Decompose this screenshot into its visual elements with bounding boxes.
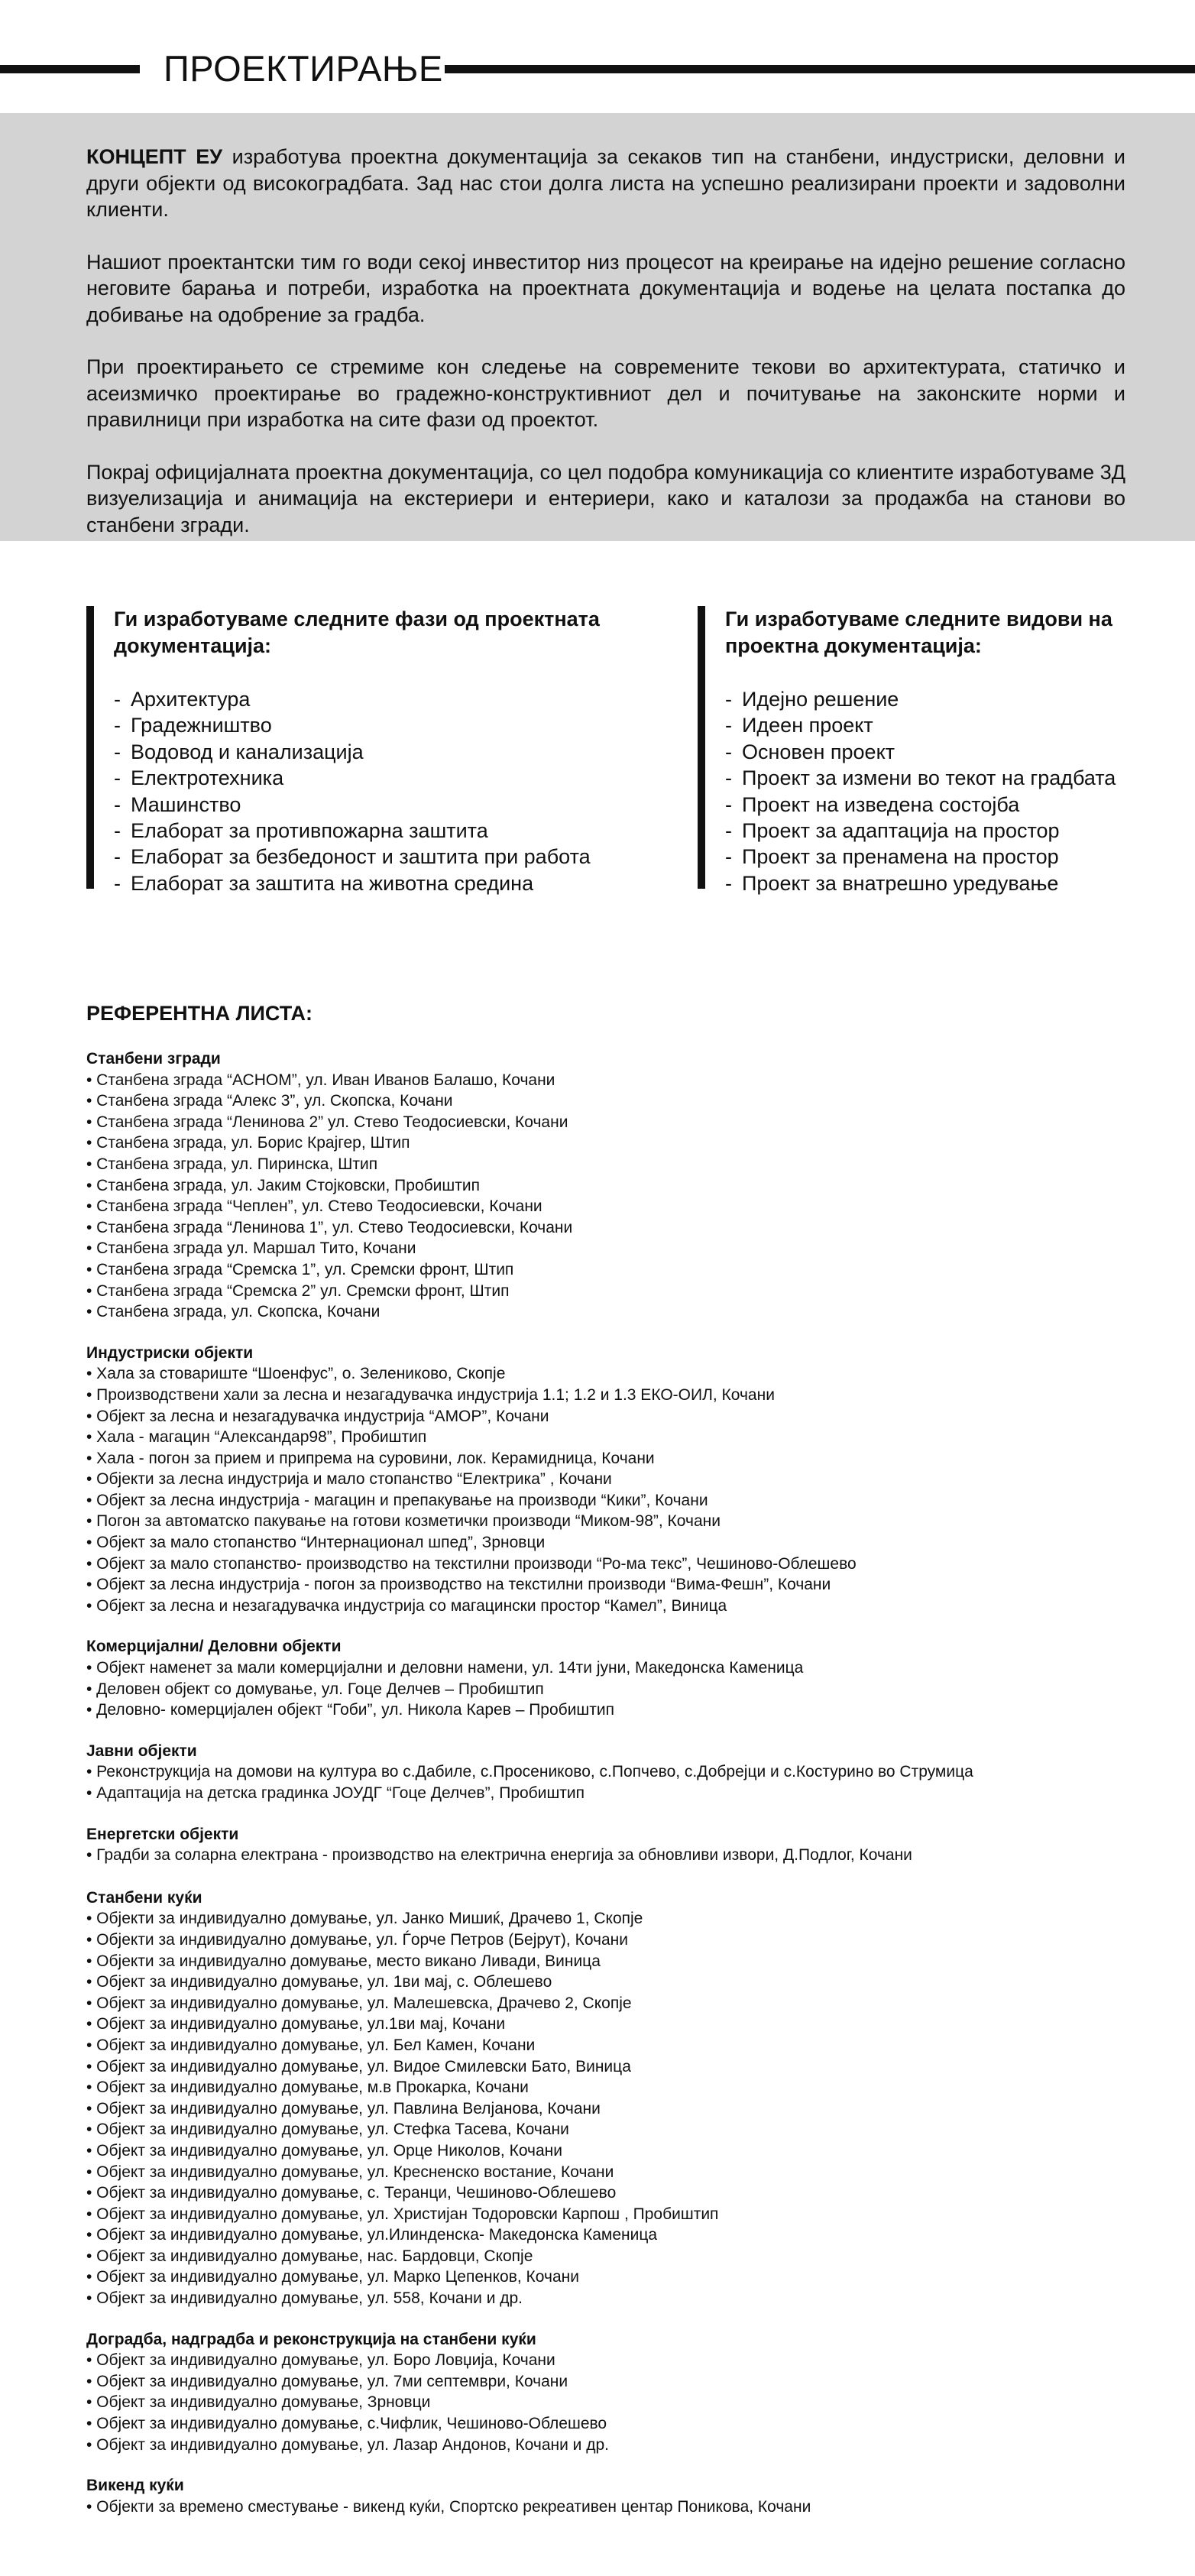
reference-item: • Објект за индивидуално домување, ул. Бел Камен, Кочани [86,2036,536,2054]
reference-item: • Објект за мало стопанство “Интернационал шпед”, Зрновци [86,1534,546,1552]
reference-item: • Станбена зграда “Алекс 3”, ул. Скопска, Кочани [86,1092,453,1110]
reference-group [86,1048,1156,1323]
reference-item: • Објект за индивидуално домување, ул.Илинденска- Македонска Каменица [86,2226,658,2244]
document-type-item-label: Проект за адаптација на простор [742,819,1060,843]
dash-bullet: - [725,871,732,895]
reference-group-list [86,1761,1156,1803]
reference-item: • Објект за индивидуално домување, ул. Христијан Тодоровски Карпош , Пробиштип [86,2205,719,2223]
reference-group-title: Станбени куќи [86,1888,202,1907]
document-type-item-label: Идеен проект [742,714,873,737]
reference-group-title: Јавни објекти [86,1742,197,1760]
document-type-item-label: Проект за измени во текот на градбата [742,766,1116,790]
reference-item: • Деловен објект со домување, ул. Гоце Делчев – Пробиштип [86,1680,544,1698]
dash-bullet: - [725,819,732,843]
page-title: ПРОЕКТИРАЊЕ [164,48,443,89]
reference-group [86,2475,1156,2517]
reference-item: • Објект за индивидуално домување, ул. Малешевска, Драчево 2, Скопје [86,1994,632,2012]
reference-item: • Деловно- комерцијален објект “Гоби”, ул. Никола Карев – Пробиштип [86,1701,614,1719]
reference-item: • Станбена зграда “Ленинова 1”, ул. Стево Теодосиевски, Кочани [86,1218,573,1236]
reference-item: • Објект за индивидуално домување, ул. 558, Кочани и др. [86,2289,523,2308]
reference-item: • Станбена зграда, ул. Пиринска, Штип [86,1155,378,1173]
reference-item: • Објект за индивидуално домување, ул. Павлина Велјанова, Кочани [86,2099,601,2118]
page-header [0,44,1195,93]
reference-group-title: Индустриски објекти [86,1343,254,1362]
intro-paragraph-3: При проектирањето се стремиме кон следење на современите текови во архитектурата, статичко и асеизмичко проектирање во градежно-конструктивниот дел и почитување на законските норми и правилници при изработка на сите фази од проектот. [86,355,1125,431]
dash-bullet: - [114,740,121,763]
reference-item: • Станбена зграда “АСНОМ”, ул. Иван Иванов Балашо, Кочани [86,1071,555,1089]
dash-bullet: - [725,688,732,711]
reference-item: • Објект за лесна индустрија - магацин и препакување на производи “Кики”, Кочани [86,1491,708,1509]
reference-item: • Хала - погон за прием и припрема на суровини, лок. Керамидница, Кочани [86,1449,655,1467]
document-type-item-label: Основен проект [742,740,895,763]
header-rule-right [445,65,1195,73]
reference-item: • Станбена зграда, ул. Скопска, Кочани [86,1303,381,1321]
dash-bullet: - [725,845,732,869]
phase-item-label: Електротехника [131,766,284,790]
phase-item [114,870,679,896]
types-list [725,686,1195,896]
types-heading: Ги изработуваме следните видови на проектна документација: [725,608,1112,657]
phase-item-label: Елаборат за противпожарна заштита [131,819,488,843]
reference-item: • Објект за индивидуално домување, ул. Видое Смилевски Бато, Виница [86,2057,631,2075]
reference-item: • Објекти за индивидуално домување, ул. Јанко Мишиќ, Драчево 1, Скопје [86,1910,643,1928]
intro-paragraph-1-text: изработува проектна документација за секаков тип на станбени, индустриски, деловни и други објекти од високоградбата. Зад нас стои долга листа на успешно реализирани проекти и задоволни клиенти. [86,145,1125,221]
document-type-item [725,712,1195,738]
dash-bullet: - [725,766,732,790]
phase-item-label: Архитектура [131,688,251,711]
document-type-item-label: Проект на изведена состојба [742,792,1020,816]
document-type-item [725,765,1195,791]
reference-item: • Објект за индивидуално домување, ул. Стефка Тасева, Кочани [86,2121,569,2139]
intro-section [0,113,1195,541]
reference-item: • Станбена зграда “Чеплен”, ул. Стево Теодосиевски, Кочани [86,1197,542,1216]
reference-group-title: Викенд куќи [86,2477,184,2495]
phase-item-label: Елаборат за безбедоност и заштита при работа [131,845,591,869]
intro-paragraph-2: Нашиот проектантски тим го води секој инвеститор низ процесот на креирање на идејно решение согласно неговите барања и потреби, изработка на проектната документација и водење на целата постапка до добивање на одобрение за градба. [86,250,1125,326]
phases-column [86,606,679,895]
reference-groups [86,1048,1156,2517]
reference-group [86,1887,1156,2309]
reference-item: • Објект за индивидуално домување, ул.1ви мај, Кочани [86,2015,506,2033]
intro-paragraph-1 [86,144,1125,223]
reference-item: • Објекти за индивидуално домување, ул. Ѓорче Петров (Бејрут), Кочани [86,1930,628,1949]
dash-bullet: - [725,792,732,816]
reference-group [86,1343,1156,1617]
reference-group-list [86,1070,1156,1323]
document-type-item-label: Проект за внатрешно уредување [742,871,1059,895]
reference-list-title: РЕФЕРЕНТНА ЛИСТА: [86,1002,313,1025]
reference-group-list [86,2350,1156,2455]
reference-group-list [86,1657,1156,1721]
intro-paragraph-4: Покрај официјалната проектна документација, со цел подобра комуникација со клиентите изработуваме 3Д визуелизација и анимација на екстериери и ентериери, како и каталози за продажба на станови во станбени згради. [86,460,1125,536]
reference-item: • Објект за лесна индустрија - погон за производство на текстилни производи “Вима-Фешн”, Кочани [86,1576,831,1594]
reference-item: • Објект наменет за мали комерцијални и деловни намени, ул. 14ти јуни, Македонска Каменица [86,1659,804,1677]
dash-bullet: - [725,740,732,763]
reference-item: • Адаптација на детска градинка ЈОУДГ “Гоце Делчев”, Пробиштип [86,1784,585,1802]
reference-item: • Објект за индивидуално домување, ул. Лазар Андонов, Кочани и др. [86,2435,609,2454]
dash-bullet: - [114,845,121,869]
reference-item: • Објект за индивидуално домување, ул. 1ви мај, с. Облешево [86,1973,552,1991]
reference-item: • Објект за индивидуално домување, Зрновци [86,2393,431,2412]
reference-item: • Хала за стовариште “Шоенфус”, о. Зелениково, Скопје [86,1365,506,1383]
reference-item: • Станбена зграда, ул. Борис Крајгер, Штип [86,1134,410,1152]
reference-group [86,1741,1156,1804]
reference-item: • Објект за индивидуално домување, нас. Бардовци, Скопје [86,2247,533,2265]
phases-heading: Ги изработуваме следните фази од проектната документација: [114,608,600,657]
document-type-item [725,792,1195,818]
reference-item: • Објект за индивидуално домување, ул. 7ми септември, Кочани [86,2372,568,2390]
reference-item: • Објект за индивидуално домување, м.в Прокарка, Кочани [86,2079,529,2097]
reference-item: • Објекти за индивидуално домување, место викано Ливади, Виница [86,1952,601,1970]
reference-item: • Објект за индивидуално домување, ул. Марко Цепенков, Кочани [86,2268,579,2286]
document-type-item-label: Идејно решение [742,688,899,711]
document-type-item [725,844,1195,870]
dash-bullet: - [114,871,121,895]
phase-item [114,686,679,712]
types-column [698,606,1195,895]
phase-item-label: Градежништво [131,714,272,737]
reference-group [86,1636,1156,1720]
reference-item: • Објекти за лесна индустрија и мало стопанство “Електрика” , Кочани [86,1470,612,1489]
phase-item [114,712,679,738]
phase-item [114,765,679,791]
dash-bullet: - [114,792,121,816]
reference-item: • Станбена зграда “Сремска 1”, ул. Сремски фронт, Штип [86,1260,514,1278]
reference-item: • Станбена зграда ул. Маршал Тито, Кочани [86,1239,416,1258]
phase-item [114,739,679,765]
reference-item: • Реконструкција на домови на култура во с.Дабиле, с.Просениково, с.Попчево, с.Добрејци и с.Костурино во Струмица [86,1763,973,1781]
document-type-item [725,818,1195,844]
document-type-item [725,739,1195,765]
company-name: КОНЦЕПТ ЕУ [86,145,223,168]
document-type-item [725,870,1195,896]
reference-group-title: Енергетски објекти [86,1825,239,1843]
reference-group-title: Комерцијални/ Деловни објекти [86,1638,342,1656]
dash-bullet: - [114,819,121,843]
phase-item [114,818,679,844]
reference-item: • Објект за лесна и незагадувачка индустрија со магацински простор “Камел”, Виница [86,1596,727,1615]
reference-item: • Објект за индивидуално домување, ул. Кресненско востание, Кочани [86,2163,614,2181]
reference-item: • Објект за индивидуално домување, с.Чифлик, Чешиново-Облешево [86,2415,607,2433]
document-type-item-label: Проект за пренамена на простор [742,845,1059,869]
reference-item: • Градби за соларна електрана - производство на електрична енергија за обновливи извори, Д.Подлог, Кочани [86,1846,912,1865]
reference-item: • Објект за мало стопанство- производство на текстилни производи “Ро-ма текс”, Чешиново-Облешево [86,1554,857,1573]
reference-item: • Хала - магацин “Александар98”, Пробиштип [86,1428,427,1447]
reference-item: • Станбена зграда “Сремска 2” ул. Сремски фронт, Штип [86,1282,510,1300]
reference-item: • Станбена зграда, ул. Јаким Стојковски, Пробиштип [86,1176,480,1194]
header-rule-left [0,65,140,73]
phase-item-label: Водовод и канализација [131,740,364,763]
reference-group-list [86,1908,1156,2309]
reference-group-list [86,1845,1156,1866]
reference-group-title: Доградба, надградба и реконструкција на станбени куќи [86,2330,536,2348]
reference-group-list [86,2497,1156,2518]
reference-item: • Објект за индивидуално домување, ул. Орце Николов, Кочани [86,2141,562,2160]
reference-list-section [86,1000,1156,2537]
phase-item [114,844,679,870]
reference-group [86,2329,1156,2456]
reference-group [86,1824,1156,1866]
reference-item: • Објект за индивидуално домување, ул. Боро Ловџија, Кочани [86,2351,555,2370]
phase-item [114,792,679,818]
reference-item: • Станбена зграда “Ленинова 2” ул. Стево Теодосиевски, Кочани [86,1113,568,1131]
reference-item: • Објект за индивидуално домување, с. Теранци, Чешиново-Облешево [86,2184,617,2202]
phase-item-label: Машинство [131,792,241,816]
reference-item: • Производствени хали за лесна и незагадувачка индустрија 1.1; 1.2 и 1.3 ЕКО-ОИЛ, Кочани [86,1385,775,1404]
reference-group-title: Станбени згради [86,1050,221,1068]
phases-list [114,686,679,896]
reference-item: • Погон за автоматско пакување на готови козметички производи “Миком-98”, Кочани [86,1512,721,1531]
dash-bullet: - [114,766,121,790]
dash-bullet: - [114,714,121,737]
phase-item-label: Елаборат за заштита на животна средина [131,871,534,895]
document-type-item [725,686,1195,712]
reference-item: • Објекти за времено сместување - викенд куќи, Спортско рекреативен центар Поникова, Кочани [86,2497,811,2516]
dash-bullet: - [114,688,121,711]
dash-bullet: - [725,714,732,737]
reference-item: • Објект за лесна и незагадувачка индустрија “АМОР”, Кочани [86,1407,549,1425]
reference-group-list [86,1363,1156,1616]
